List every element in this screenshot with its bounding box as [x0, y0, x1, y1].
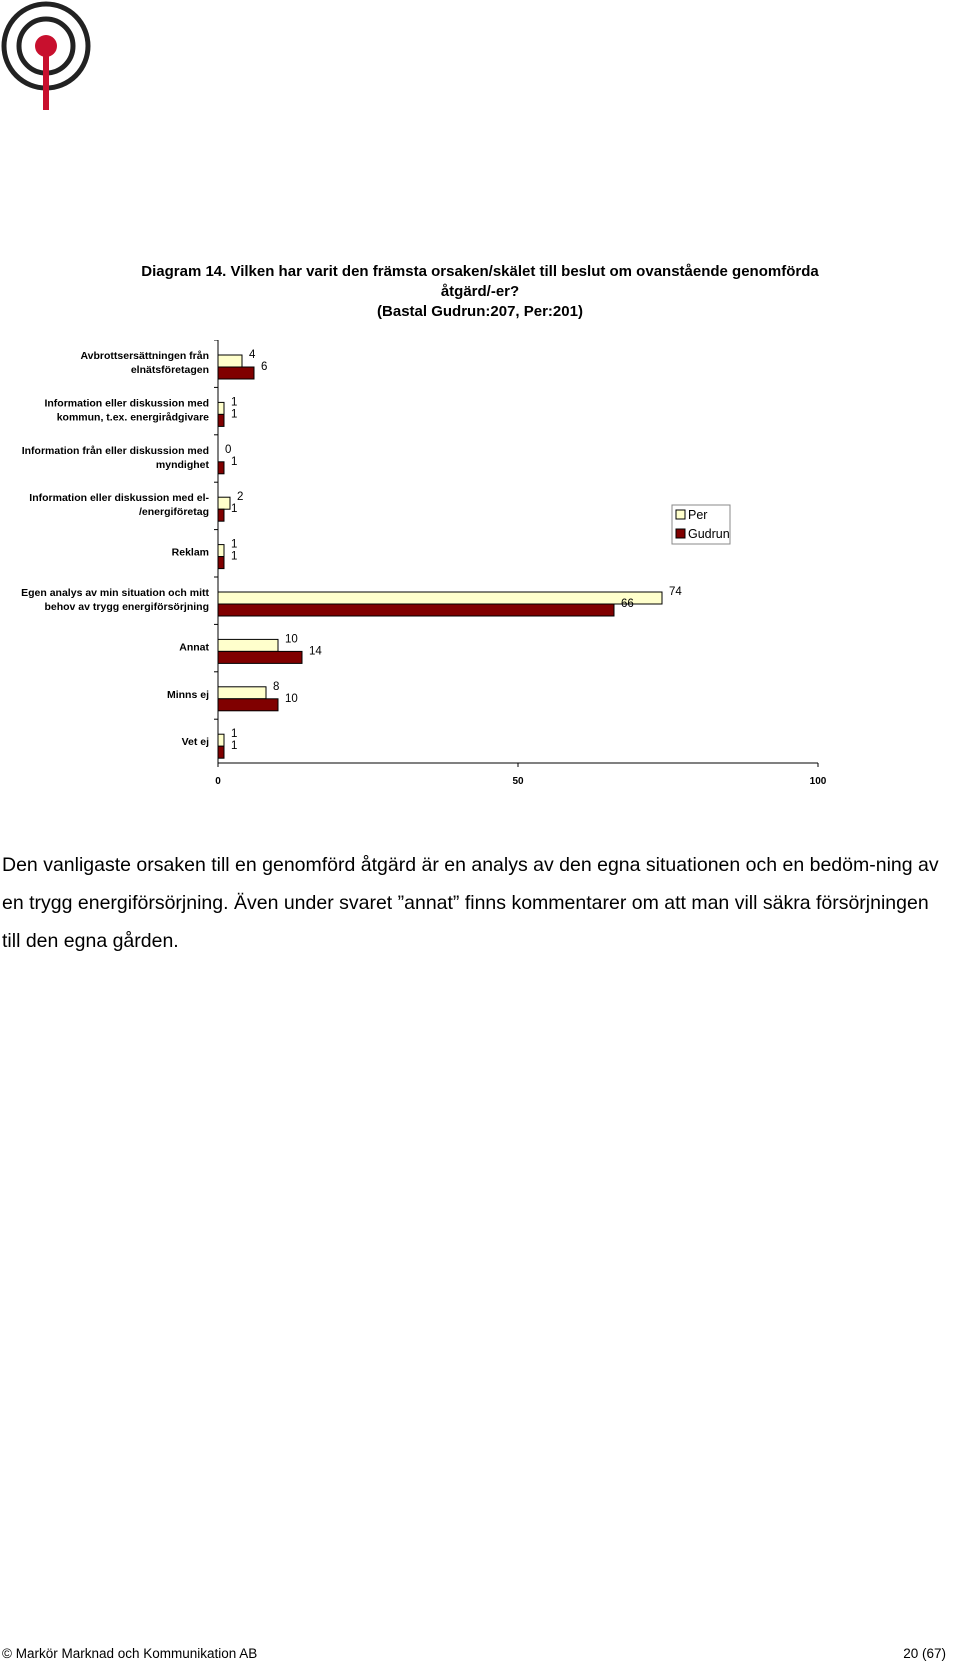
x-tick-label: 100 [809, 776, 827, 787]
data-label-gudrun: 1 [231, 503, 238, 516]
category-label: Egen analys av min situation och mitt [21, 587, 209, 599]
bar-chart [0, 340, 960, 800]
category-label: Information från eller diskussion med [21, 444, 209, 457]
data-label-gudrun: 1 [231, 550, 238, 563]
data-label-per: 1 [231, 728, 238, 741]
diagram-title-line3: (Bastal Gudrun:207, Per:201) [377, 303, 583, 320]
diagram-title-line2: åtgärd/-er? [440, 283, 520, 300]
x-tick-label: 50 [512, 776, 524, 787]
data-label-per: 74 [669, 586, 682, 598]
bar-per [218, 687, 266, 699]
bar-gudrun [218, 604, 614, 616]
data-label-gudrun: 14 [309, 645, 322, 658]
category-label: myndighet [155, 458, 209, 471]
footer-copyright: © Markör Marknad och Kommunikation AB [2, 1646, 258, 1661]
data-label-per: 10 [285, 633, 298, 646]
category-label: /energiföretag [138, 506, 209, 519]
bar-per [218, 639, 278, 651]
bar-gudrun [218, 557, 224, 569]
diagram-title-line1: Diagram 14. Vilken har varit den främsta orsaken/skälet till beslut om ovanstående genomförda [141, 263, 819, 280]
category-label: Avbrottsersättningen från [80, 350, 209, 362]
data-label-gudrun: 1 [231, 455, 238, 468]
bar-per [218, 734, 224, 746]
category-label: Information eller diskussion med [44, 397, 209, 410]
bar-gudrun [218, 462, 224, 474]
category-label: elnätsföretagen [130, 364, 209, 376]
legend-label-per: Per [688, 508, 708, 522]
data-label-per: 0 [225, 443, 232, 456]
category-label: Vet ej [181, 736, 209, 749]
legend-swatch-gudrun [676, 529, 685, 538]
data-label-per: 1 [231, 396, 238, 409]
data-label-gudrun: 1 [231, 408, 238, 421]
bar-gudrun [218, 699, 278, 711]
bar-per [218, 497, 230, 509]
data-label-gudrun: 6 [261, 361, 268, 373]
bar-per [218, 355, 242, 367]
data-label-per: 2 [237, 491, 244, 504]
footer-page-number: 20 (67) [903, 1646, 946, 1661]
data-label-gudrun: 1 [231, 740, 238, 753]
data-label-per: 1 [231, 538, 238, 551]
legend-label-gudrun: Gudrun [688, 527, 730, 541]
bar-gudrun [218, 651, 302, 663]
bar-gudrun [218, 509, 224, 521]
category-label: Annat [179, 641, 209, 654]
data-label-per: 4 [249, 349, 256, 361]
data-label-per: 8 [273, 680, 280, 693]
legend-swatch-per [676, 510, 685, 519]
category-label: Reklam [171, 546, 209, 559]
category-label: Minns ej [166, 688, 209, 701]
bar-gudrun [218, 367, 254, 379]
diagram-title [100, 262, 860, 322]
category-label: kommun, t.ex. energirådgivare [56, 411, 209, 424]
category-label: behov av trygg energiförsörjning [44, 601, 209, 613]
bar-gudrun [218, 414, 224, 426]
summary-paragraph: Den vanligaste orsaken till en genomförd åtgärd är en analys av den egna situationen och en bedöm-ning av en trygg energiförsörjning. Även under svaret ”annat” finns kommentarer om att man vill säkra försörjningen till den egna gården. [2, 854, 939, 952]
bar-per [218, 592, 662, 604]
category-label: Information eller diskussion med el- [29, 492, 209, 505]
bar-gudrun [218, 746, 224, 758]
data-label-gudrun: 10 [285, 692, 298, 705]
bar-per [218, 545, 224, 557]
x-tick-label: 0 [215, 776, 221, 787]
bar-per [218, 402, 224, 414]
target-logo-icon [0, 0, 96, 112]
data-label-gudrun: 66 [621, 598, 634, 610]
